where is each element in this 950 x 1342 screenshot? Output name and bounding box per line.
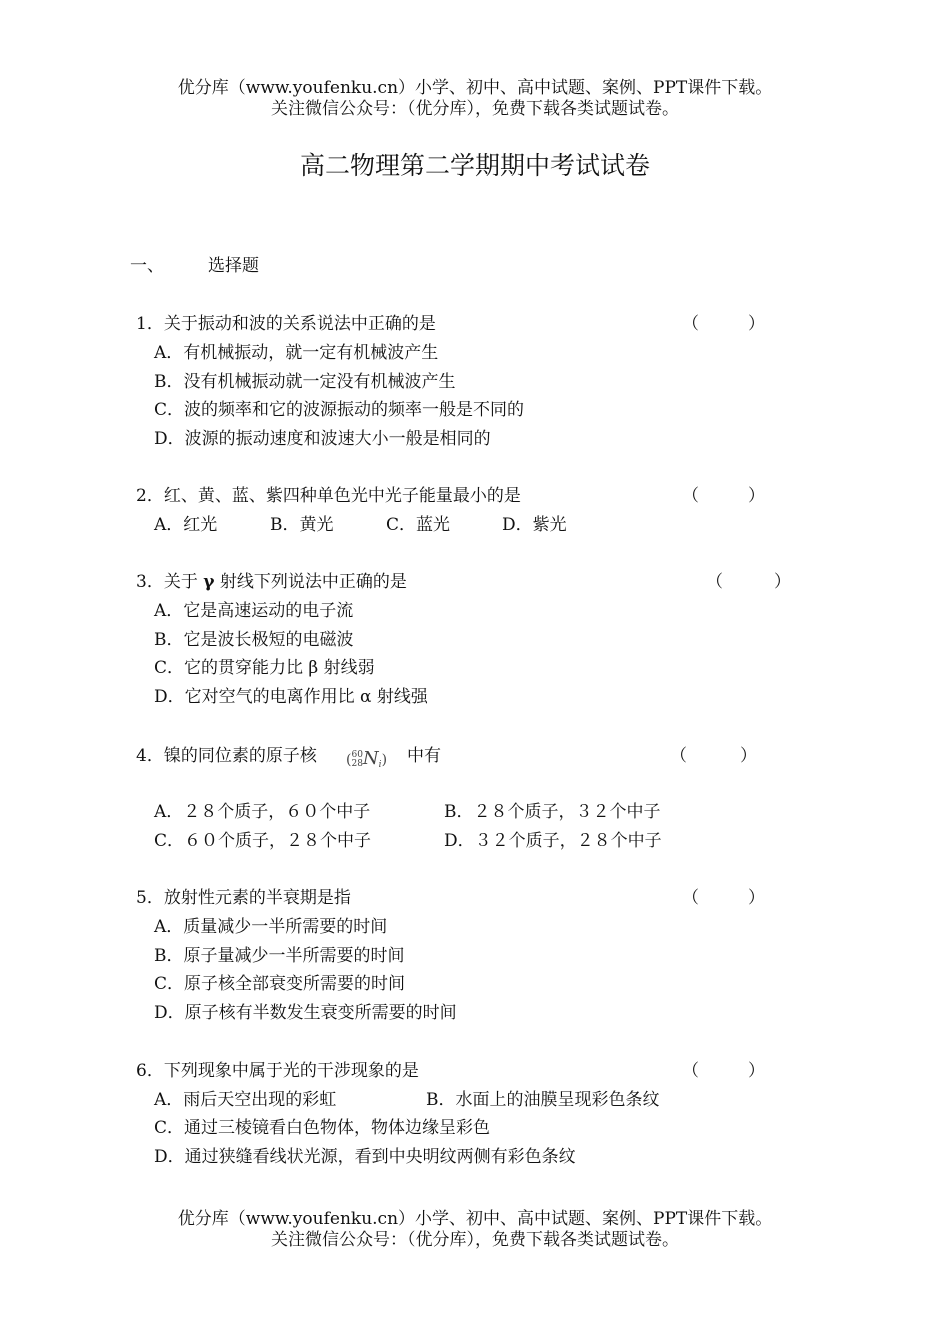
question-5-option-d: D．原子核有半数发生衰变所需要的时间: [154, 1003, 457, 1023]
nuclide-symbol-sub: i: [378, 760, 382, 770]
question-4-option-c: C．６０个质子，２８个中子: [154, 831, 372, 851]
nuclide-atomic-number: 28: [351, 759, 363, 769]
question-4-stem-pre: 4．镍的同位素的原子核: [136, 746, 317, 766]
question-2-option-a: A．红光: [154, 515, 218, 535]
question-6-option-d: D．通过狭缝看线状光源，看到中央明纹两侧有彩色条纹: [154, 1147, 576, 1167]
question-5-paren-open: （: [682, 888, 699, 908]
question-4-paren-close: ）: [740, 746, 757, 766]
question-5-paren-close: ）: [748, 888, 765, 908]
question-1-option-d: D．波源的振动速度和波速大小一般是相同的: [154, 429, 491, 449]
question-6-stem: 6．下列现象中属于光的干涉现象的是: [136, 1061, 419, 1081]
question-4-option-a: A．２８个质子，６０个中子: [154, 802, 371, 822]
question-6-paren-close: ）: [748, 1061, 765, 1081]
question-2-paren-close: ）: [748, 486, 765, 506]
question-6-paren-open: （: [682, 1061, 699, 1081]
section-number: 一、: [130, 256, 164, 276]
question-3-stem-post: 射线下列说法中正确的是: [219, 572, 407, 592]
question-4-stem-post: 中有: [407, 746, 441, 766]
question-1-paren-close: ）: [748, 314, 765, 334]
question-6-option-b: B．水面上的油膜呈现彩色条纹: [426, 1090, 660, 1110]
question-5-option-c: C．原子核全部衰变所需要的时间: [154, 974, 406, 994]
question-1-option-a: A．有机械振动，就一定有机械波产生: [154, 343, 439, 363]
question-3-stem-pre: 3．关于: [136, 572, 198, 592]
question-4-paren-open: （: [670, 746, 687, 766]
question-1-stem: 1．关于振动和波的关系说法中正确的是: [136, 314, 436, 334]
nuclide-mass-number: 60: [351, 750, 363, 760]
footer-line-2: 关注微信公众号：（优分库），免费下载各类试题试卷。: [271, 1230, 679, 1250]
question-1-paren-open: （: [682, 314, 699, 334]
header-line-1: 优分库（www.youfenku.cn）小学、初中、高中试题、案例、PPT课件下载。: [177, 78, 773, 98]
question-3-paren-close: ）: [774, 572, 791, 592]
page-title: 高二物理第二学期期中考试试卷: [299, 151, 650, 180]
question-2-stem: 2．红、黄、蓝、紫四种单色光中光子能量最小的是: [136, 486, 521, 506]
nickel-nuclide-formula: (60 $28N_i$): [346, 748, 388, 770]
question-5-option-b: B．原子量减少一半所需要的时间: [154, 946, 405, 966]
gamma-symbol: γ: [203, 572, 215, 592]
question-6-option-a: A．雨后天空出现的彩虹: [154, 1090, 337, 1110]
question-2-paren-open: （: [682, 486, 699, 506]
question-3-option-b: B．它是波长极短的电磁波: [154, 630, 354, 650]
question-2-option-d: D．紫光: [502, 515, 567, 535]
question-6-option-c: C．通过三棱镜看白色物体，物体边缘呈彩色: [154, 1118, 491, 1138]
nuclide-symbol: N: [362, 748, 379, 769]
question-3-option-d: D．它对空气的电离作用比 α 射线强: [154, 687, 428, 707]
question-4-option-d: D．３２个质子，２８个中子: [444, 831, 662, 851]
question-3-stem: [136, 567, 407, 592]
section-title: 选择题: [208, 256, 259, 276]
question-1-option-b: B．没有机械振动就一定没有机械波产生: [154, 372, 456, 392]
question-3-option-c: C．它的贯穿能力比 β 射线弱: [154, 658, 375, 678]
footer-line-1: 优分库（www.youfenku.cn）小学、初中、高中试题、案例、PPT课件下载。: [177, 1209, 773, 1229]
question-5-stem: 5．放射性元素的半衰期是指: [136, 888, 351, 908]
header-line-2: 关注微信公众号：（优分库），免费下载各类试题试卷。: [271, 99, 679, 119]
question-3-option-a: A．它是高速运动的电子流: [154, 601, 354, 621]
question-2-option-c: C．蓝光: [386, 515, 451, 535]
question-1-option-c: C．波的频率和它的波源振动的频率一般是不同的: [154, 400, 525, 420]
question-2-option-b: B．黄光: [270, 515, 334, 535]
question-3-paren-open: （: [706, 572, 723, 592]
question-5-option-a: A．质量减少一半所需要的时间: [154, 917, 388, 937]
question-4-option-b: B．２８个质子，３２个中子: [444, 802, 661, 822]
